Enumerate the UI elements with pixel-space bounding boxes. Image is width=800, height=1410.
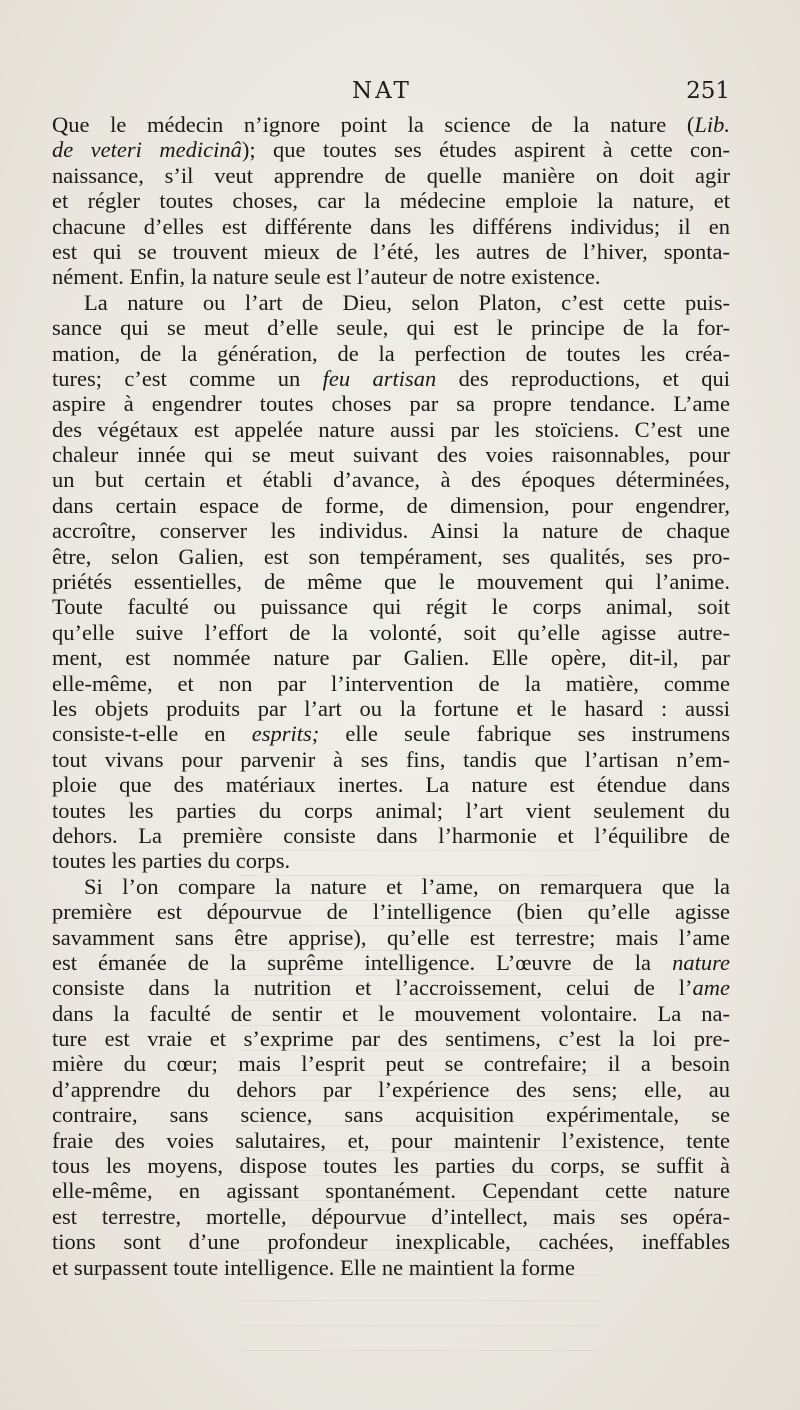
running-head: [52, 76, 730, 110]
paragraph: [52, 290, 730, 874]
text-line: [52, 1153, 730, 1178]
text-run: La nature ou l’art de Dieu, selon Platon, c’est cette puis-: [84, 289, 730, 315]
text-run: qu’elle suive l’effort de la volonté, soit qu’elle agisse autre-: [52, 619, 730, 645]
text-run: sance qui se meut d’elle seule, qui est le principe de la for-: [52, 315, 730, 341]
text-line: [52, 214, 730, 239]
paragraph: [52, 874, 730, 1280]
text-run: première est dépourvue de l’intelligence (bien qu’elle agisse: [52, 899, 730, 925]
text-line: [52, 975, 730, 1000]
text-line: [52, 899, 730, 924]
text-line: [52, 544, 730, 569]
italic-text: esprits;: [251, 721, 320, 747]
paragraph: [52, 112, 730, 290]
text-line: [52, 925, 730, 950]
text-run: naissance, s’il veut apprendre de quelle manière on doit agir: [52, 162, 730, 188]
italic-text: de veteri medicinâ: [52, 137, 242, 163]
text-run: savamment sans être apprise), qu’elle est terrestre; mais l’ame: [52, 924, 730, 950]
text-run: tous les moyens, dispose toutes les parties du corps, se suffit à: [52, 1153, 730, 1179]
text-line: [52, 518, 730, 543]
text-run: Que le médecin n’ignore point la science de la nature (: [52, 112, 695, 137]
text-run: ment, est nommée nature par Galien. Elle opère, dit-il, par: [52, 645, 730, 671]
text-line: [52, 341, 730, 366]
text-run: tures; c’est comme un: [52, 365, 323, 391]
body-text: [52, 112, 730, 1280]
text-run: ploie que des matériaux inertes. La nature est étendue dans: [52, 772, 730, 798]
text-line: [52, 823, 730, 848]
text-run: chaleur innée qui se meut suivant des voies raisonnables, pour: [52, 442, 730, 468]
text-run: est émanée de la suprême intelligence. L’œuvre de la: [52, 949, 673, 975]
text-line: [52, 1026, 730, 1051]
text-run: consiste dans la nutrition et l’accroissement, celui de l’: [52, 975, 693, 1001]
text-line: [52, 493, 730, 518]
text-run: un but certain et établi d’avance, à des époques déterminées,: [52, 467, 730, 493]
text-run: tout vivans pour parvenir à ses fins, tandis que l’artisan n’em-: [52, 746, 730, 772]
text-line: [52, 188, 730, 213]
text-run: aspire à engendrer toutes choses par sa propre tendance. L’ame: [52, 391, 730, 417]
text-run: priétés essentielles, de même que le mouvement qui l’anime.: [52, 569, 730, 595]
text-line: [52, 848, 730, 873]
text-run: ture est vraie et s’exprime par des sentimens, c’est la loi pre-: [52, 1026, 730, 1052]
text-line: [52, 874, 730, 899]
running-head-title: NAT: [352, 78, 412, 104]
text-line: [52, 112, 730, 137]
text-line: [52, 417, 730, 442]
text-run: chacune d’elles est différente dans les différens individus; il en: [52, 213, 730, 239]
text-run: Si l’on compare la nature et l’ame, on remarquera que la: [84, 873, 730, 899]
text-line: [52, 1204, 730, 1229]
italic-text: Lib.: [694, 112, 730, 137]
text-run: toutes les parties du corps.: [52, 848, 291, 874]
text-line: [52, 467, 730, 492]
text-line: [52, 1077, 730, 1102]
italic-text: nature: [672, 949, 730, 975]
italic-text: ame: [692, 975, 730, 1001]
text-line: [52, 137, 730, 162]
text-line: [52, 1128, 730, 1153]
text-run: est terrestre, mortelle, dépourvue d’intellect, mais ses opéra-: [52, 1203, 730, 1229]
text-line: [52, 950, 730, 975]
text-line: [52, 671, 730, 696]
text-run: elle-même, en agissant spontanément. Cependant cette nature: [52, 1178, 730, 1204]
text-run: ); que toutes ses études aspirent à cette con-: [241, 137, 730, 163]
text-run: fraie des voies salutaires, et, pour maintenir l’existence, tente: [52, 1127, 730, 1153]
text-run: d’apprendre du dehors par l’expérience des sens; elle, au: [52, 1076, 730, 1102]
text-run: tions sont d’une profondeur inexplicable, cachées, ineffables: [52, 1229, 730, 1255]
text-line: [52, 1102, 730, 1127]
text-line: [52, 264, 730, 289]
text-line: [52, 620, 730, 645]
text-line: [52, 1178, 730, 1203]
text-run: mation, de la génération, de la perfection de toutes les créa-: [52, 340, 730, 366]
text-line: [52, 366, 730, 391]
text-line: [52, 290, 730, 315]
text-run: Toute faculté ou puissance qui régit le corps animal, soit: [52, 594, 730, 620]
text-run: toutes les parties du corps animal; l’art vient seulement du: [52, 797, 730, 823]
text-run: des végétaux est appelée nature aussi par les stoïciens. C’est une: [52, 416, 730, 442]
text-run: contraire, sans science, sans acquisition expérimentale, se: [52, 1102, 730, 1128]
text-run: consiste-t-elle en: [52, 721, 252, 747]
text-line: [52, 696, 730, 721]
text-run: mière du cœur; mais l’esprit peut se contrefaire; il a besoin: [52, 1051, 730, 1077]
text-run: dans certain espace de forme, de dimension, pour engendrer,: [52, 492, 730, 518]
text-line: [52, 391, 730, 416]
text-line: [52, 747, 730, 772]
text-run: accroître, conserver les individus. Ainsi la nature de chaque: [52, 518, 730, 544]
page-number: 251: [686, 78, 730, 104]
text-run: et régler toutes choses, car la médecine emploie la nature, et: [52, 188, 730, 214]
text-line: [52, 1255, 730, 1280]
text-line: [52, 569, 730, 594]
text-run: des reproductions, et qui: [436, 365, 731, 391]
text-run: les objets produits par l’art ou la fortune et le hasard : aussi: [52, 695, 730, 721]
text-run: elle seule fabrique ses instrumens: [319, 721, 730, 747]
text-run: et surpassent toute intelligence. Elle ne maintient la forme: [52, 1254, 575, 1280]
text-run: dans la faculté de sentir et le mouvement volontaire. La na-: [52, 1000, 730, 1026]
text-line: [52, 315, 730, 340]
text-run: être, selon Galien, est son tempérament, ses qualités, ses pro-: [52, 543, 730, 569]
text-line: [52, 163, 730, 188]
text-run: est qui se trouvent mieux de l’été, les autres de l’hiver, sponta-: [52, 238, 730, 264]
text-line: [52, 1051, 730, 1076]
text-line: [52, 594, 730, 619]
italic-text: feu artisan: [322, 365, 437, 391]
text-line: [52, 721, 730, 746]
text-line: [52, 798, 730, 823]
text-run: dehors. La première consiste dans l’harmonie et l’équilibre de: [52, 822, 730, 848]
text-line: [52, 1229, 730, 1254]
text-run: nément. Enfin, la nature seule est l’auteur de notre existence.: [52, 264, 601, 290]
text-line: [52, 442, 730, 467]
text-line: [52, 239, 730, 264]
text-run: elle-même, et non par l’intervention de la matière, comme: [52, 670, 730, 696]
text-line: [52, 1001, 730, 1026]
text-line: [52, 645, 730, 670]
text-line: [52, 772, 730, 797]
